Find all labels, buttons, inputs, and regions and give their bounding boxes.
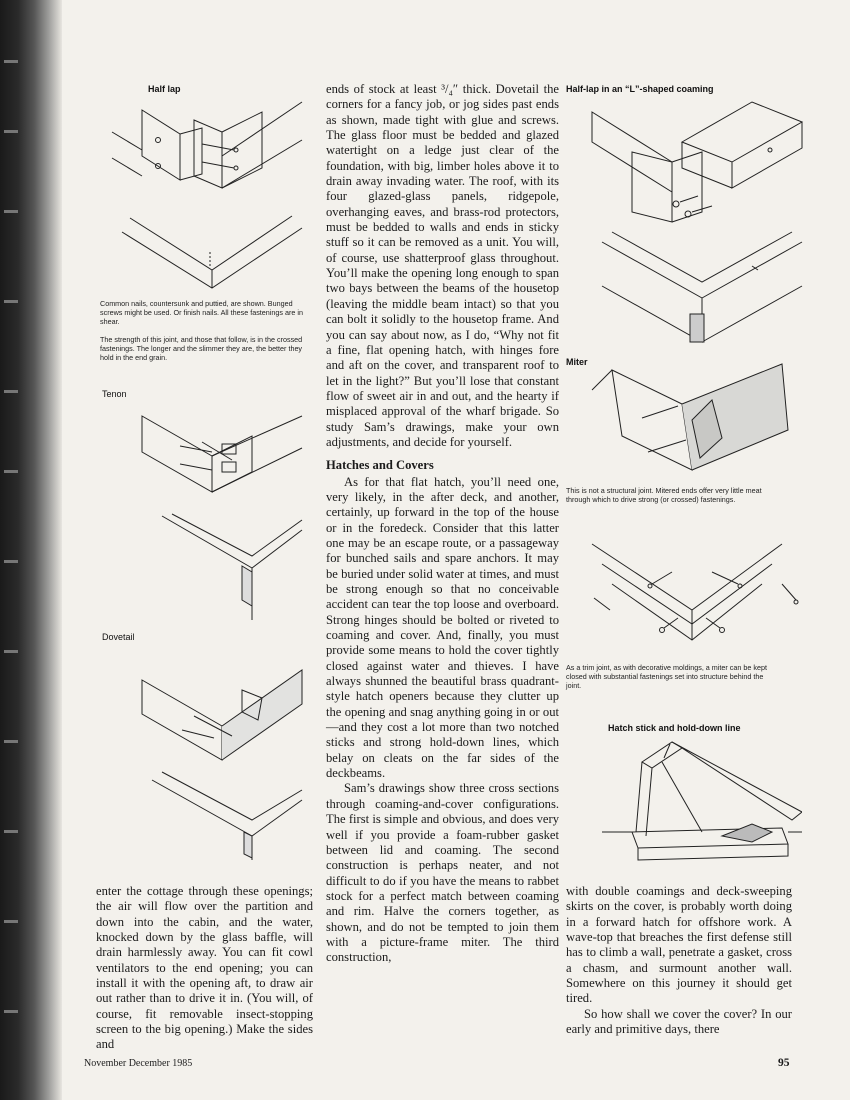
column-3-text bbox=[566, 884, 792, 1037]
half-lap-l-illustration bbox=[572, 92, 812, 348]
half-lap-caption-1: Common nails, countersunk and puttied, are shown. Bunged screws might be used. Or finish nails. All these fastenings are in shear. bbox=[100, 299, 303, 326]
page-number: 95 bbox=[778, 1057, 790, 1069]
column-2-paragraph-2: As for that flat hatch, you’ll need one, very likely, in the after deck, and another, certainly, up forward in the top of the house or in the foredeck. Consider that this latter one may be an escape route, or a passageway for bunched sails and spare anchors. It may be buried under solid water at times, and must be strong enough so that no conceivable accident can tear the top loose and overboard. Strong hinges should be bolted or riveted to coaming and cover. And, finally, you must provide some means to hold the cover tightly closed against water and thieves. I have always shunned the beautiful brass quadrant-style hatch openers because they clutter up the opening and snag anything going in or out—and they cost a lot more than two notched sticks and strong hold-down lines, which belay on cleats on the far sides of the deckbeams. bbox=[326, 474, 559, 781]
column-2-paragraph-3: Sam’s drawings show three cross sections through coaming-and-cover configurations. The first is simple and obvious, and does very well if you provide a foam-rubber gasket between lid and coaming. The second construction is perhaps neater, and not difficult to do if you have the means to rabbet stock for a perfect match between coaming and rim. Halve the corners together, as shown, and do not be tempted to join them with a picture-frame miter. The third construction, bbox=[326, 781, 559, 965]
column-2-text bbox=[326, 82, 559, 966]
half-lap-l-title: Half-lap in an “L”-shaped coaming bbox=[566, 84, 714, 94]
tenon-title: Tenon bbox=[102, 389, 127, 399]
magazine-page bbox=[62, 0, 850, 1100]
column-3-paragraph-2: So how shall we cover the cover? In our early and primitive days, there bbox=[566, 1006, 792, 1037]
issue-date: November December 1985 bbox=[84, 1058, 193, 1069]
half-lap-caption-2: The strength of this joint, and those that follow, is in the crossed fastenings. The longer and the slimmer they are, the better they hold in the end grain. bbox=[100, 335, 303, 362]
trim-miter-illustration bbox=[582, 524, 802, 656]
column-1-paragraph: enter the cottage through these openings; the air will flow over the partition and down into the cabin, and the water, knocked down by the glass baffle, will drain harmlessly away. You can fit cowl ventilators to the end opening; you can install it with the opening aft, to draw air out rather than to drive it in. (You will, of course, fit removable insect-stopping screen to the big opening.) Make the sides and bbox=[96, 884, 313, 1052]
miter-caption: This is not a structural joint. Mitered ends offer very little meat through which to drive strong (or crossed) fastenings. bbox=[566, 486, 762, 504]
half-lap-title: Half lap bbox=[148, 84, 181, 94]
miter-title: Miter bbox=[566, 357, 588, 367]
miter-illustration bbox=[582, 360, 802, 482]
hatch-stick-illustration bbox=[602, 732, 802, 866]
trim-miter-caption: As a trim joint, as with decorative moldings, a miter can be kept closed with substantial fastenings set into structure behind the joint. bbox=[566, 663, 767, 690]
half-lap-illustration bbox=[102, 92, 312, 292]
column-3-paragraph-1: with double coamings and deck-sweeping skirts on the cover, is probably worth doing in a forward hatch for offshore work. A wave-top that breaches the first defense still has to climb a wall, penetrate a gasket, cross a chasm, and surmount another wall. Somewhere on this journey it should get tired. bbox=[566, 884, 792, 1006]
tenon-illustration bbox=[102, 396, 312, 620]
book-binding bbox=[0, 0, 62, 1100]
column-2-paragraph-1: ends of stock at least ³/₄″ thick. Dovetail the corners for a fancy job, or jog sides past ends as shown, made tight with glue and screws. The glass floor must be bedded and glazed watertight on a ledge just clear of the foundation, with big, limber holes above it to drain away invading water. The roof, with its four glazed-glass panels, ridgepole, overhanging eaves, and brass-rod protectors, must be bedded to walls and ends in sticky stuff so it can be removed as a unit. You will, of course, use shatterproof glass throughout. You’ll make the opening long enough to span two bays between the beams of the housetop (leaving the middle beam intact) so that you can bolt it solidly to the housetop frame. And you can say about now, as I do, “Why not fit a fine, flat opening hatch, with hinges fore and aft on the cover, and transparent roof to let in the light?” But you’ll lose that constant flow of sweet air in and out, and the hearty if misplaced approval of the wharf brigade. So study Sam’s drawings, make your own adjustments, and decide for yourself. bbox=[326, 82, 559, 449]
hatch-stick-title: Hatch stick and hold-down line bbox=[608, 723, 741, 733]
section-heading-hatches: Hatches and Covers bbox=[326, 458, 434, 473]
dovetail-illustration bbox=[102, 640, 312, 860]
dovetail-title: Dovetail bbox=[102, 632, 135, 642]
column-1-text bbox=[96, 884, 313, 1053]
